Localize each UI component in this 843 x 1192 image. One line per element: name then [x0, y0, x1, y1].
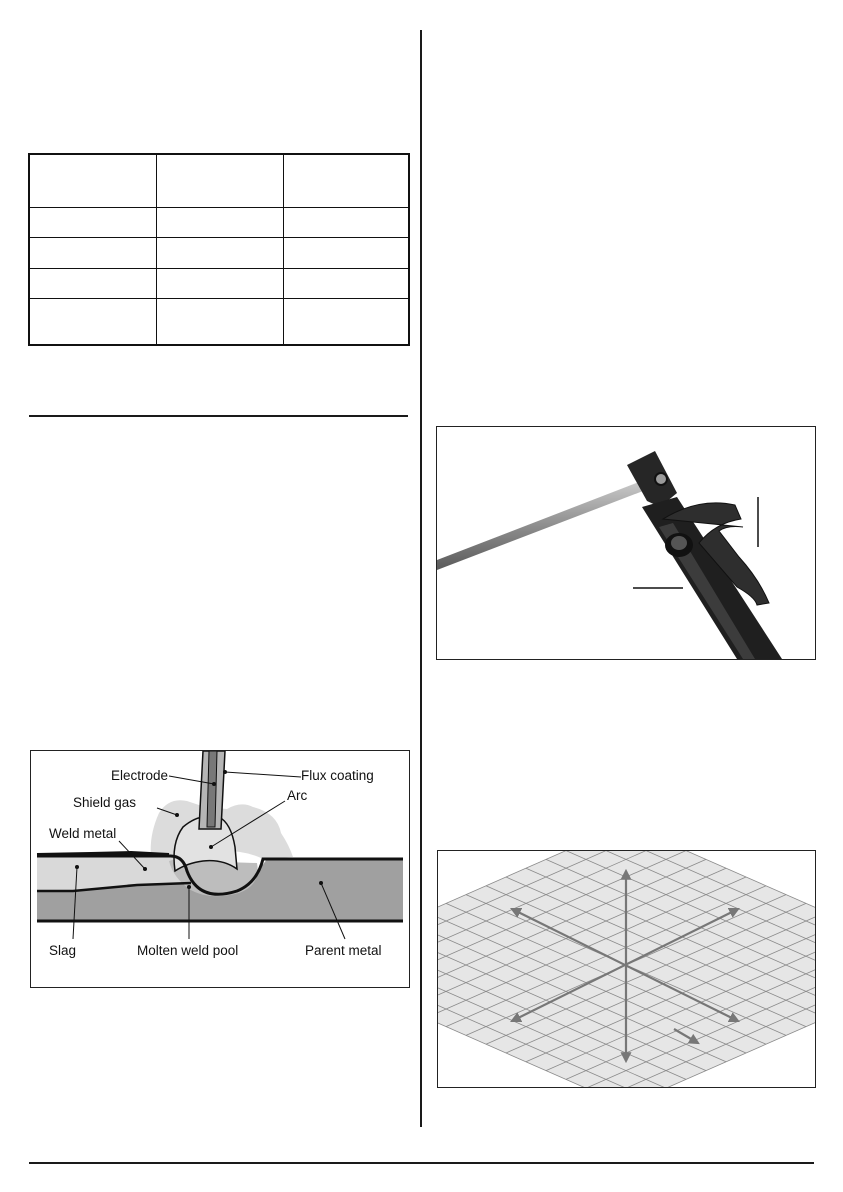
table-row	[29, 207, 409, 238]
table-header-cell	[29, 154, 157, 207]
table-row	[29, 268, 409, 299]
electrode-holder-photo	[436, 426, 816, 660]
table-header-row	[29, 154, 409, 207]
table-cell	[284, 299, 410, 345]
table-cell	[29, 238, 157, 269]
electrode-rod	[437, 482, 643, 570]
table-header-cell	[157, 154, 284, 207]
label-parent-metal: Parent metal	[305, 943, 382, 958]
table-cell	[29, 268, 157, 299]
label-shield-gas: Shield gas	[73, 795, 137, 810]
table-cell	[284, 207, 410, 238]
label-weld-metal: Weld metal	[49, 826, 117, 841]
weld-cross-section-diagram	[30, 750, 410, 988]
footer-rule	[29, 1162, 814, 1164]
table-cell	[157, 299, 284, 345]
label-arc: Arc	[287, 788, 308, 803]
label-electrode: Electrode	[111, 768, 169, 783]
table-row	[29, 238, 409, 269]
table-header-cell	[284, 154, 410, 207]
section-rule	[29, 415, 408, 417]
table-row	[29, 299, 409, 345]
label-molten-weld-pool: Molten weld pool	[137, 943, 239, 958]
table-cell	[157, 207, 284, 238]
table-cell	[157, 238, 284, 269]
label-flux-coating: Flux coating	[301, 768, 374, 783]
table-cell	[29, 207, 157, 238]
welding-positions-grid-figure	[437, 850, 816, 1088]
table-cell	[284, 238, 410, 269]
holder-jaw	[627, 451, 677, 507]
table-cell	[157, 268, 284, 299]
table-cell	[284, 268, 410, 299]
column-divider	[420, 30, 422, 1127]
jaw-bolt-icon	[655, 473, 667, 485]
table-cell	[29, 299, 157, 345]
label-slag: Slag	[49, 943, 77, 958]
spec-table	[28, 153, 410, 346]
